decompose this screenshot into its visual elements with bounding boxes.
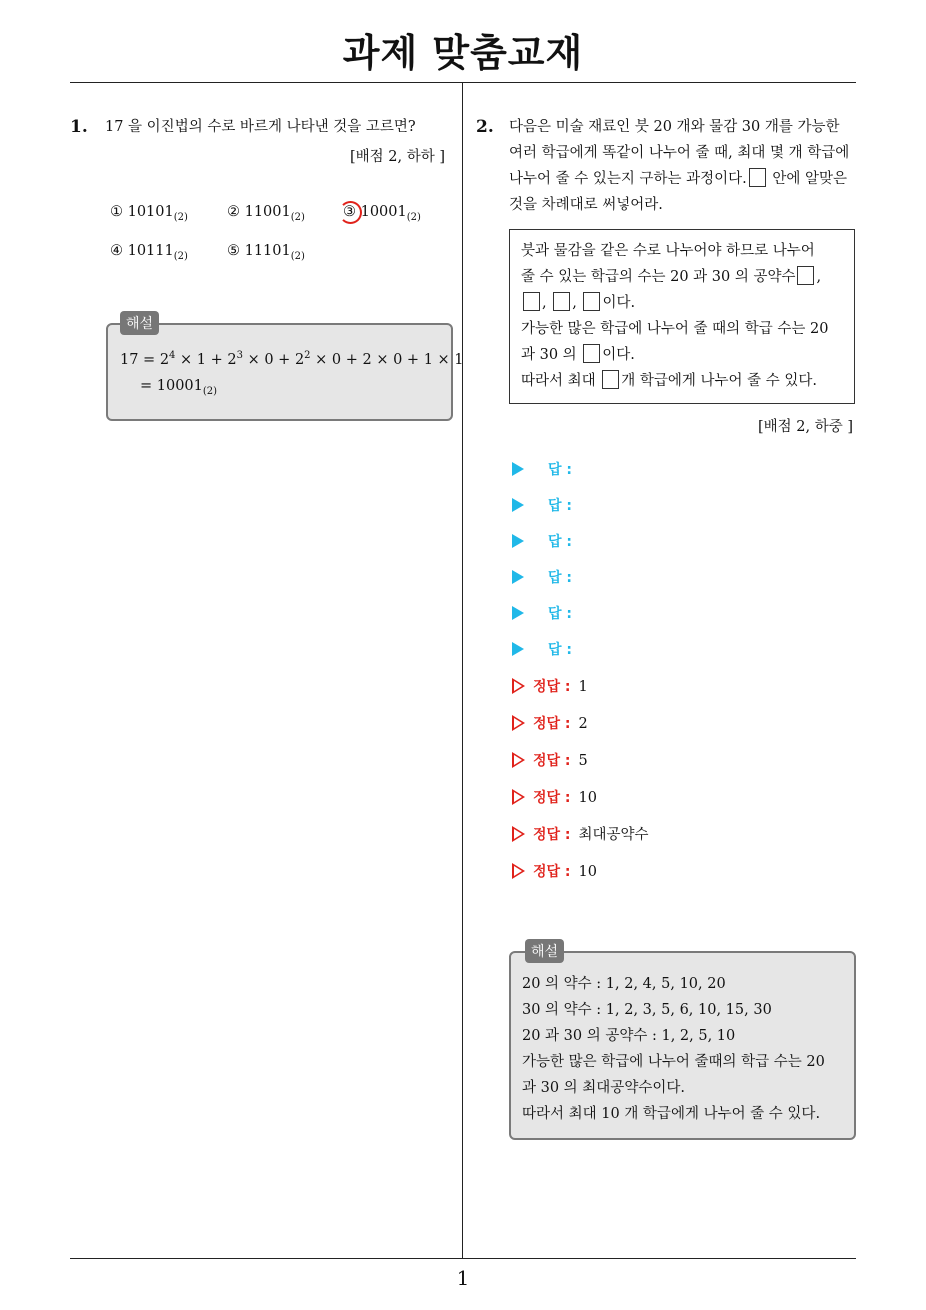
q2-correct-row-5: [512, 825, 649, 845]
outline-arrow-icon: [512, 863, 525, 879]
q2-correct-row-3: [512, 751, 588, 771]
correct-label: 정답 :: [533, 790, 571, 806]
q2-box-line-2: [521, 264, 821, 290]
q1-number: 1.: [70, 117, 88, 137]
separator: ,: [572, 295, 577, 311]
q2-box-line-5b: 이다.: [602, 347, 635, 363]
q1-text: 17 을 이진법의 수로 바르게 나타낸 것을 고르면?: [105, 119, 416, 135]
choice-mark: ④: [110, 243, 123, 259]
column-divider: [462, 83, 463, 1258]
q2-correct-row-4: [512, 788, 597, 808]
q2-box-line-3-end: 이다.: [602, 295, 636, 311]
blank-box-icon: [749, 168, 766, 187]
play-arrow-icon: [512, 534, 524, 548]
outline-arrow-icon: [512, 789, 525, 805]
q2-text-line-3: [509, 166, 847, 192]
correct-value: 2: [578, 716, 588, 732]
blank-box-icon: [797, 266, 814, 285]
q2-box-line-6a: 따라서 최대: [521, 373, 596, 389]
q2-meta: [배점 2, 하중 ]: [758, 419, 854, 435]
play-arrow-icon: [512, 498, 524, 512]
q2-box-line-3: [521, 290, 635, 316]
play-arrow-icon: [512, 642, 524, 656]
q2-answer-row-5[interactable]: [512, 604, 572, 624]
q2-box-line-1: 붓과 물감을 같은 수로 나누어야 하므로 나누어: [521, 243, 815, 259]
expr-part: × 0 + 2: [242, 351, 305, 368]
expr-exponent: 2: [304, 350, 311, 361]
q2-explanation-line-3: 20 과 30 의 공약수 : 1, 2, 5, 10: [522, 1028, 736, 1044]
blank-box-icon: [553, 292, 570, 311]
correct-label: 정답 :: [533, 827, 571, 843]
q1-choice-3[interactable]: [343, 204, 421, 223]
choice-value: 10111: [127, 243, 174, 259]
q2-box-line-6: [521, 368, 817, 394]
separator: ,: [816, 269, 822, 285]
play-arrow-icon: [512, 462, 524, 476]
choice-base: (2): [290, 250, 305, 262]
outline-arrow-icon: [512, 752, 525, 768]
page-title: 과제 맞춤교재: [342, 31, 584, 75]
q2-answer-row-4[interactable]: [512, 568, 572, 588]
answer-label: 답 :: [548, 462, 572, 478]
choice-base: (2): [173, 250, 188, 262]
expr-part: 17 = 2: [120, 351, 170, 368]
q2-box-line-5a: 과 30 의: [521, 347, 577, 363]
footer-rule: [70, 1258, 856, 1259]
correct-value: 5: [578, 753, 588, 769]
expr-exponent: 3: [236, 350, 243, 361]
expr-exponent: 4: [169, 350, 176, 361]
correct-label: 정답 :: [533, 864, 571, 880]
choice-value: 10001: [360, 204, 407, 220]
expr-part: × 0 + 2 × 0 + 1 × 1: [310, 351, 464, 368]
blank-box-icon: [583, 292, 600, 311]
q2-answer-row-2[interactable]: [512, 496, 572, 516]
q2-correct-row-1: [512, 677, 588, 697]
q2-correct-row-6: [512, 862, 597, 882]
q2-answer-row-3[interactable]: [512, 532, 572, 552]
expr-base: (2): [202, 385, 218, 397]
q2-explanation-line-4: 가능한 많은 학급에 나누어 줄때의 학급 수는 20: [522, 1054, 825, 1070]
play-arrow-icon: [512, 570, 524, 584]
blank-box-icon: [602, 370, 619, 389]
expr-part: × 1 + 2: [175, 351, 237, 368]
answer-label: 답 :: [548, 498, 572, 514]
q2-explanation-line-5: 과 30 의 최대공약수이다.: [522, 1080, 685, 1096]
q2-text-line-3a: 나누어 줄 수 있는지 구하는 과정이다.: [509, 171, 747, 187]
outline-arrow-icon: [512, 678, 525, 694]
choice-base: (2): [173, 211, 188, 223]
q2-explanation-line-1: 20 의 약수 : 1, 2, 4, 5, 10, 20: [522, 976, 726, 992]
q2-explanation-tag: 해설: [525, 939, 564, 963]
q1-explanation-line-1: [120, 350, 464, 368]
q2-answer-row-1[interactable]: [512, 460, 572, 480]
q2-text-line-2: 여러 학급에게 똑같이 나누어 줄 때, 최대 몇 개 학급에: [509, 145, 850, 161]
q1-explanation-tag: 해설: [120, 311, 159, 335]
q2-text-line-1: 다음은 미술 재료인 붓 20 개와 물감 30 개를 가능한: [509, 119, 840, 135]
q2-correct-row-2: [512, 714, 588, 734]
choice-base: (2): [406, 211, 421, 223]
choice-base: (2): [290, 211, 305, 223]
q2-box-line-4: 가능한 많은 학급에 나누어 줄 때의 학급 수는 20: [521, 321, 829, 337]
correct-value: 최대공약수: [578, 827, 649, 843]
q2-text-line-4: 것을 차례대로 써넣어라.: [509, 197, 663, 213]
q1-choice-4[interactable]: [110, 243, 188, 262]
separator: ,: [542, 295, 547, 311]
choice-value: 11001: [244, 204, 291, 220]
blank-box-icon: [583, 344, 600, 363]
correct-label: 정답 :: [533, 716, 571, 732]
correct-label: 정답 :: [533, 753, 571, 769]
q1-explanation-box: [106, 323, 453, 421]
q2-answer-row-6[interactable]: [512, 640, 572, 660]
q1-choice-2[interactable]: [227, 204, 305, 223]
page-number: 1: [456, 1266, 470, 1290]
choice-mark: ③: [343, 204, 356, 220]
q1-meta: [배점 2, 하하 ]: [350, 149, 446, 165]
choice-mark: ②: [227, 204, 240, 220]
q1-choice-1[interactable]: [110, 204, 188, 223]
q2-text-line-3b: 안에 알맞은: [772, 171, 848, 187]
choice-mark: ①: [110, 204, 123, 220]
answer-label: 답 :: [548, 534, 572, 550]
header-rule: [70, 82, 856, 83]
q2-box-line-6b: 개 학급에게 나누어 줄 수 있다.: [621, 373, 818, 389]
outline-arrow-icon: [512, 826, 525, 842]
choice-value: 11101: [244, 243, 291, 259]
q2-number: 2.: [476, 117, 494, 137]
blank-box-icon: [523, 292, 540, 311]
answer-label: 답 :: [548, 642, 572, 658]
play-arrow-icon: [512, 606, 524, 620]
q2-explanation-line-6: 따라서 최대 10 개 학급에게 나누어 줄 수 있다.: [522, 1106, 821, 1122]
q2-box-line-2-text: 줄 수 있는 학급의 수는 20 과 30 의 공약수: [521, 269, 796, 285]
correct-value: 1: [578, 679, 588, 695]
q2-explanation-line-2: 30 의 약수 : 1, 2, 3, 5, 6, 10, 15, 30: [522, 1002, 772, 1018]
answer-label: 답 :: [548, 570, 572, 586]
answer-label: 답 :: [548, 606, 572, 622]
choice-mark: ⑤: [227, 243, 240, 259]
correct-value: 10: [578, 864, 597, 880]
q1-explanation-line-2: [140, 378, 217, 397]
q2-box-line-5: [521, 342, 635, 368]
outline-arrow-icon: [512, 715, 525, 731]
correct-label: 정답 :: [533, 679, 571, 695]
expr-part: = 10001: [140, 378, 203, 394]
q1-choice-5[interactable]: [227, 243, 305, 262]
correct-value: 10: [578, 790, 597, 806]
choice-value: 10101: [127, 204, 174, 220]
